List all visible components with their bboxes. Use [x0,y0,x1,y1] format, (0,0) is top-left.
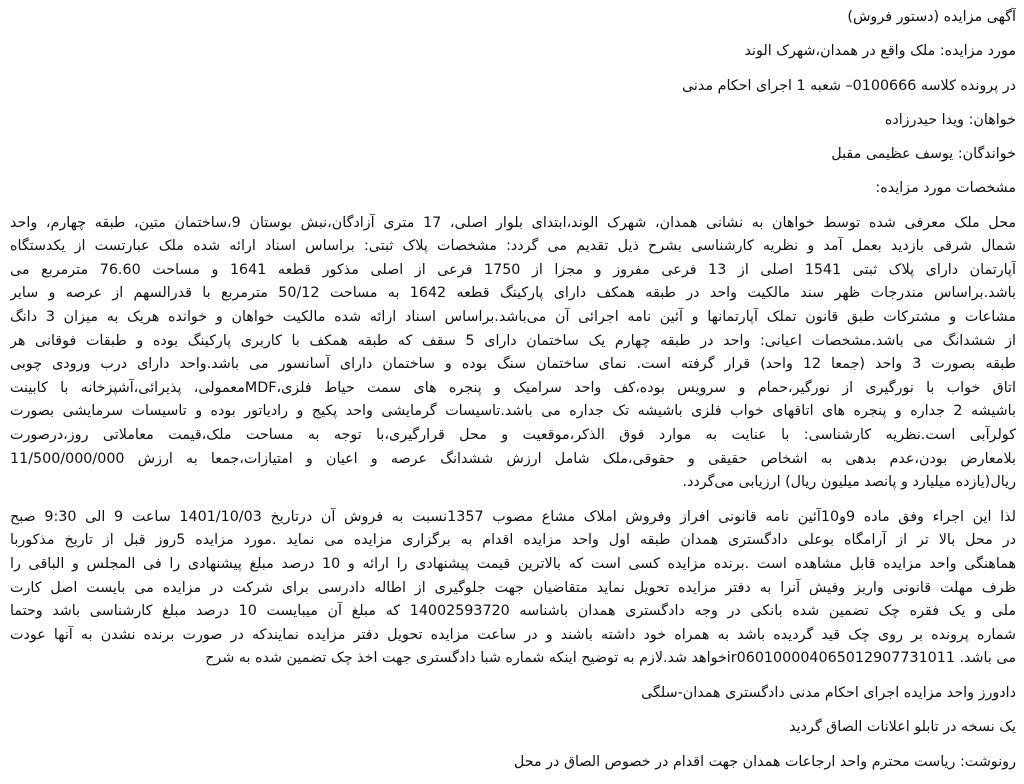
terms-line: لذا این اجراء وفق ماده 9و10آئین نامه قانونی افراز وفروش املاک مشاع مصوب 1357نسبت به فروش آن درتاریخ 1401/10/03 ساعت 9 الی 9:30 صبح [10,508,1016,525]
defendant-name: خواندگان: یوسف عظیمی مقبل [831,146,1016,163]
terms-line: هماهنگی واحد مزایده قابل مشاهده است .برنده مزایده کسی است که بالاترین قیمت پیشنهادی را ارائه و 10 درصد مبلغ پیشنهادی را فی المجلس و الباقی را [10,556,1016,572]
property-description-paragraph [10,212,1016,495]
description-line: شمال شرقی بازدید بعمل آمد و نظریه کارشناسی بشرح ذیل تقدیم می گردد: مشخصات پلاک ثبتی: براساس اسناد ارائه شده ملک عبارتست از یکدستگاه [10,238,1016,255]
description-line: طبقه بصورت 3 واحد (جمعا 12 واحد) قرار گرفته است. نمای ساختمان سنگ بوده و ساختمان دارای آسانسور می باشد.واحد دارای درب ورودی چوبی [10,356,1016,373]
specs-heading: مشخصات مورد مزایده: [875,180,1016,197]
terms-line: شماره پرونده بر روی چک قید گردیده باشد به همراه خود داشته باشند و در ساعت مزایده تحویل دفتر مزایده نمایندکه در صورت برنده نشدن به آنها عودت [10,626,1016,643]
description-line: باشد.براساس مندرجات ظهر سند مالکیت واحد در طبقه همکف دارای پارکینگ قطعه 1642 به مساحت 50/12 مترمربع با قدرالسهم از عرصه و سایر [10,285,1016,302]
description-line: کولرآبی است.نظریه کارشناسی: با عنایت به موارد فوق الذکر،موقعیت و محل قرارگیری،با توجه به مساحت ملک،قیمت معاملاتی روز،درصورت [10,427,1016,444]
description-line: ریال(یازده میلیارد و پانصد میلیون ریال) ارزیابی می‌گردد. [682,474,1016,491]
terms-line: در محل بالا تر از آرامگاه بوعلی دادگستری همدان طبقه اول واحد مزایده اقدام به برگزاری مزایده می نماید .مورد مزایده 5روز قبل از تاریخ مذکوربا [10,532,1016,549]
description-line: باشیشه 2 جداره و پنجره های اتاقهای خواب فلزی باشیشه تک جداره می باشد.تاسیسات گرمایشی واحد پکیج و رادیاتور بوده و تاسیسات سرمایشی بصورت [10,403,1016,420]
auction-notice-document [10,6,1016,774]
officer-signature-line: دادورز واحد مزایده اجرای احکام مدنی دادگستری همدان-سلگی [641,684,1016,701]
terms-line: می باشد. ir060100004065012907731011خواهد شد.لازم به توضیح اینکه شماره شبا دادگستری جهت اخذ چک تضمین شده به شرح [205,650,1016,667]
auction-subject: مورد مزایده: ملک واقع در همدان،شهرک الوند [744,43,1016,60]
copy-posted-note: یک نسخه در تابلو اعلانات الصاق گردید [789,719,1016,736]
terms-line: ملی و یک فقره چک تضمین شده بانکی در وجه دادگستری همدان باشناسه 14002593720 که مبلغ آن میبایست 10 درصد مبلغ کارشناسی باشد وحتما [10,603,1016,620]
plaintiff-name: خواهان: ویدا حیدرزاده [884,111,1016,128]
description-line: مشاعات و مشترکات طبق قانون تملک آپارتمانها و آئین نامه اجرائی آن می‌باشد.براساس اسناد ارائه شده مالکیت خواهان و خوانده هریک به میزان 3 دانگ [10,309,1016,326]
terms-line: ظرف مهلت قانونی واریز وفیش آنرا به دفتر مزایده تحویل نماید متقاضیان جهت جلوگیری از اطاله دادرسی برای شرکت در مزایده می بایست اصل کارت [10,579,1016,596]
description-line: محل ملک معرفی شده توسط خواهان به نشانی همدان، شهرک الوند،ابتدای بلوار اصلی، 17 متری آزادگان،نبش بوستان 9،ساختمان متین، طبقه چهارم، واحد [10,214,1016,231]
description-line: اتاق خواب با نورگیری از نورگیر،حمام و سرویس بوده،کف واحد سرامیک و پنجره های سمت حیاط فلزی،MDFمعمولی، پذیرائی،آشپزخانه با کابینت [10,379,1016,396]
description-line: از ششدانگ می باشد.مشخصات اعیانی: واحد در طبقه چهارم یک ساختمان دارای 5 سقف که طبقه همکف با کاربری پارکینگ بوده و طبقات فوقانی هر [10,332,1016,349]
auction-terms-paragraph [10,506,1016,671]
description-line: بلامعارض بودن،عدم بدهی به اشخاص حقیقی و حقوقی،ملک شامل ارزش ششدانگ عرصه و اعیان و امتیازات،جمعا به ارزش 11/500/000/000 [10,450,1016,467]
case-number: در پرونده کلاسه 0100666– شعبه 1 اجرای احکام مدنی [682,77,1016,94]
carbon-copy-line: رونوشت: ریاست محترم واحد ارجاعات همدان جهت اقدام در خصوص الصاق در محل [513,753,1016,770]
notice-title: آگهی مزایده (دستور فروش) [847,9,1016,25]
description-line: آپارتمان دارای پلاک ثبتی 1541 اصلی از 13 فرعی مفروز و مجزا از 1750 فرعی از اصلی مذکور قطعه 1641 و مساحت 76.60 مترمربع می [10,261,1016,278]
